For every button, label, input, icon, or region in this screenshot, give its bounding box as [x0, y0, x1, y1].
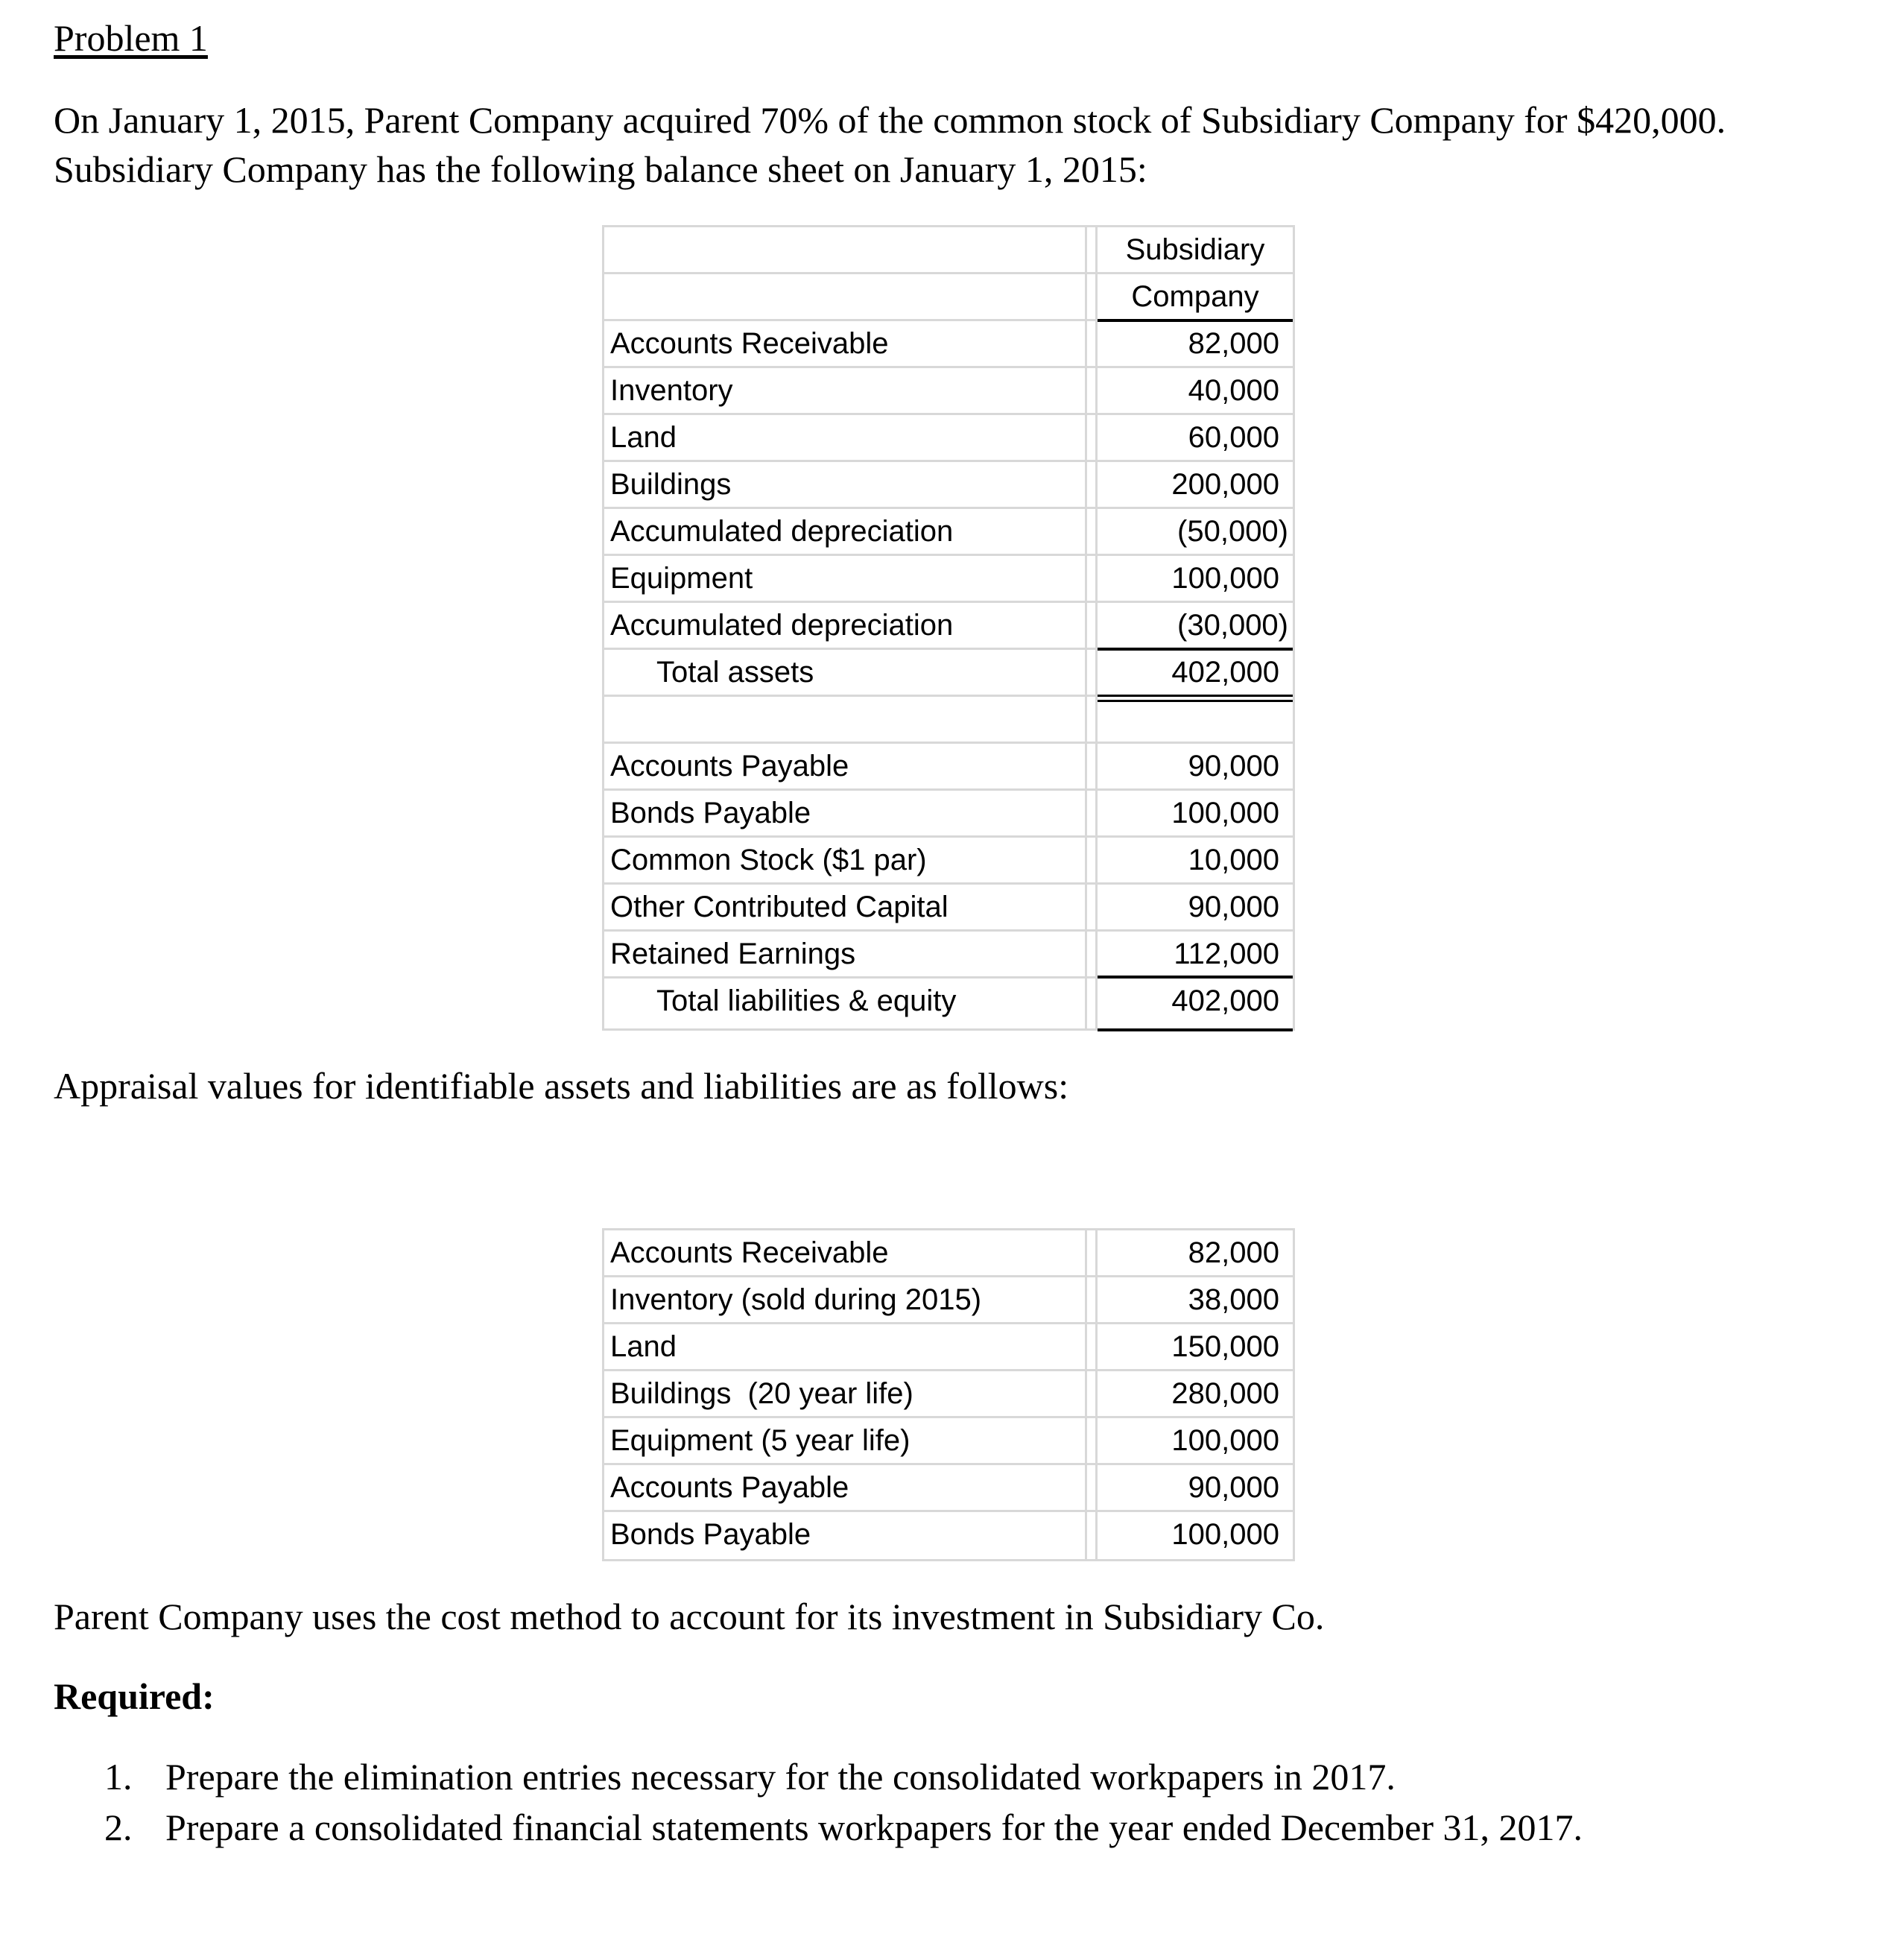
table-row	[604, 415, 1293, 462]
table-row	[604, 1418, 1293, 1465]
table-row	[604, 932, 1293, 979]
list-item-number: 1.	[104, 1756, 133, 1798]
table-header-row	[604, 227, 1293, 274]
row-value: 60,000	[1188, 421, 1279, 454]
row-value: 40,000	[1188, 374, 1279, 407]
row-value: 82,000	[1188, 1236, 1279, 1269]
row-label: Buildings	[604, 462, 1087, 507]
appraisal-intro: Appraisal values for identifiable assets and liabilities are as follows:	[54, 1065, 1069, 1107]
table-row	[604, 744, 1293, 791]
table-header-row	[604, 274, 1293, 321]
row-label: Accounts Payable	[604, 744, 1087, 788]
row-value: 112,000	[1174, 938, 1279, 970]
problem-title: Problem 1	[54, 17, 208, 59]
table-row	[604, 509, 1293, 556]
list-item	[104, 1751, 1583, 1802]
intro-paragraph: On January 1, 2015, Parent Company acquired 70% of the common stock of Subsidiary Company for $420,000. Subsidiary Company has the following balance sheet on January 1, 2015:	[54, 99, 1726, 190]
table-row	[604, 1277, 1293, 1324]
table-row	[604, 1512, 1293, 1559]
list-item-number: 2.	[104, 1806, 133, 1848]
table-row	[604, 556, 1293, 603]
table-row	[604, 368, 1293, 415]
row-value: 38,000	[1188, 1283, 1279, 1316]
row-value: (50,000)	[1177, 515, 1288, 548]
list-item	[104, 1802, 1583, 1853]
row-label: Accounts Receivable	[604, 1230, 1087, 1275]
row-label: Retained Earnings	[604, 932, 1087, 976]
row-label: Inventory	[604, 368, 1087, 413]
row-value: 90,000	[1188, 891, 1279, 923]
balance-sheet-table	[602, 225, 1295, 1031]
spacer-row	[604, 697, 1293, 744]
row-value: 90,000	[1188, 1471, 1279, 1504]
row-value: 200,000	[1171, 468, 1279, 501]
table-row	[604, 1465, 1293, 1512]
total-liabilities-equity-row	[604, 979, 1293, 1028]
list-item-text: Prepare a consolidated financial statements workpapers for the year ended December 31, 2017.	[165, 1806, 1583, 1848]
row-value: 100,000	[1171, 1518, 1279, 1551]
row-label: Common Stock ($1 par)	[604, 838, 1087, 882]
table-row	[604, 1230, 1293, 1277]
row-label: Bonds Payable	[604, 1512, 1087, 1559]
appraisal-table	[602, 1228, 1295, 1561]
total-liabilities-equity-label: Total liabilities & equity	[604, 979, 1087, 1028]
row-label: Buildings (20 year life)	[604, 1371, 1087, 1416]
row-value: 82,000	[1188, 327, 1279, 360]
row-label: Inventory (sold during 2015)	[604, 1277, 1087, 1322]
total-liabilities-equity-value: 402,000	[1098, 979, 1293, 1028]
total-assets-row	[604, 650, 1293, 697]
row-label: Bonds Payable	[604, 791, 1087, 835]
requirements-list	[104, 1751, 1583, 1853]
row-value: 100,000	[1171, 562, 1279, 595]
table-row	[604, 462, 1293, 509]
row-value: (30,000)	[1098, 603, 1293, 648]
row-value: 280,000	[1171, 1377, 1279, 1410]
total-assets-value: 402,000	[1098, 650, 1293, 695]
row-label: Other Contributed Capital	[604, 885, 1087, 929]
row-label: Accounts Payable	[604, 1465, 1087, 1510]
required-heading: Required:	[54, 1675, 215, 1717]
row-label: Land	[604, 415, 1087, 460]
column-header-line1: Subsidiary	[1125, 233, 1265, 266]
list-item-text: Prepare the elimination entries necessary for the consolidated workpapers in 2017.	[165, 1756, 1396, 1798]
row-value: 100,000	[1171, 797, 1279, 829]
row-label: Accounts Receivable	[604, 321, 1087, 366]
table-row	[604, 1371, 1293, 1418]
row-label: Land	[604, 1324, 1087, 1369]
column-header-line2: Company	[1098, 274, 1293, 319]
table-row	[604, 603, 1293, 650]
table-row	[604, 1324, 1293, 1371]
table-row	[604, 321, 1293, 368]
row-label: Equipment (5 year life)	[604, 1418, 1087, 1463]
row-value: 90,000	[1188, 750, 1279, 783]
table-row	[604, 791, 1293, 838]
row-value: 100,000	[1171, 1424, 1279, 1457]
row-value: 10,000	[1188, 844, 1279, 876]
row-label: Accumulated depreciation	[604, 603, 1087, 648]
cost-method-paragraph: Parent Company uses the cost method to account for its investment in Subsidiary Co.	[54, 1596, 1325, 1637]
table-row	[604, 838, 1293, 885]
table-row	[604, 885, 1293, 932]
row-label: Equipment	[604, 556, 1087, 601]
total-assets-label: Total assets	[604, 650, 1087, 695]
row-value: 150,000	[1171, 1330, 1279, 1363]
row-label: Accumulated depreciation	[604, 509, 1087, 554]
